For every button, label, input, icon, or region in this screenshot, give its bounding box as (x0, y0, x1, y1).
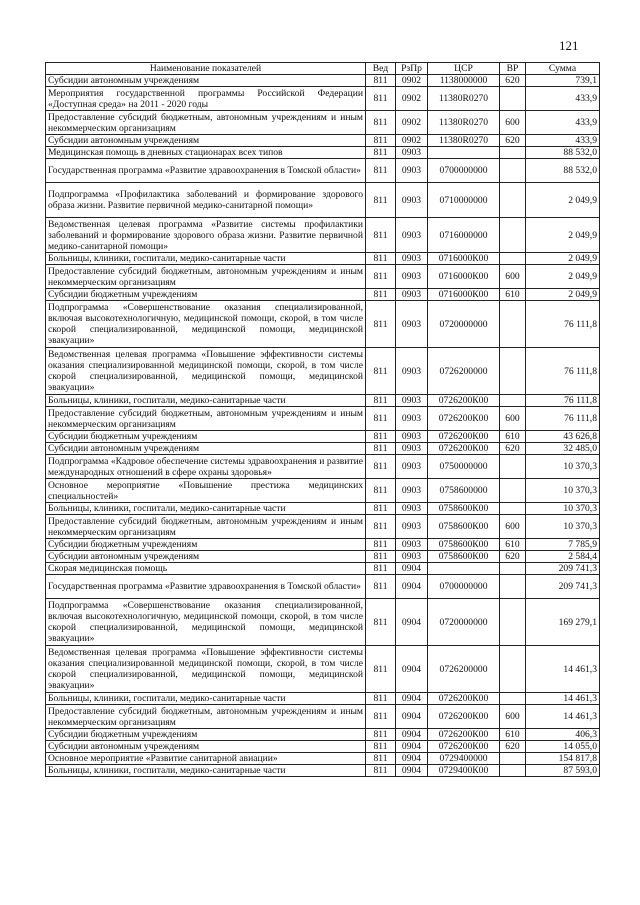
row-vr: 600 (500, 515, 526, 539)
table-row (46, 301, 600, 348)
row-sum: 209 741,3 (526, 563, 600, 575)
table-row (46, 348, 600, 395)
header-vr: ВР (500, 63, 526, 75)
row-csr: 0758600К00 (428, 551, 500, 563)
row-ved: 811 (366, 183, 396, 218)
row-csr: 0716000К00 (428, 265, 500, 289)
row-sum: 7 785,9 (526, 539, 600, 551)
row-rzpr: 0903 (396, 289, 428, 301)
table-row (46, 515, 600, 539)
row-name: Подпрограмма «Кадровое обеспечение системы здравоохранения и развитие международных отношений в сфере охраны здоровья» (46, 455, 366, 479)
header-rzpr: РзПр (396, 63, 428, 75)
row-vr (500, 183, 526, 218)
row-sum: 433,9 (526, 87, 600, 111)
table-row (46, 599, 600, 646)
row-ved: 811 (366, 135, 396, 147)
row-vr (500, 218, 526, 253)
row-vr (500, 479, 526, 503)
row-vr: 620 (500, 551, 526, 563)
row-ved: 811 (366, 147, 396, 159)
row-rzpr: 0904 (396, 765, 428, 777)
row-sum: 14 461,3 (526, 646, 600, 693)
row-vr: 610 (500, 539, 526, 551)
row-name: Субсидии автономным учреждениям (46, 75, 366, 87)
table-row (46, 75, 600, 87)
row-name: Предоставление субсидий бюджетным, автономным учреждениям и иным некоммерческим организациям (46, 705, 366, 729)
row-rzpr: 0904 (396, 705, 428, 729)
row-name: Предоставление субсидий бюджетным, автономным учреждениям и иным некоммерческим организациям (46, 515, 366, 539)
row-sum: 2 049,9 (526, 265, 600, 289)
header-csr: ЦСР (428, 63, 500, 75)
row-rzpr: 0902 (396, 111, 428, 135)
row-name: Больницы, клиники, госпитали, медико-санитарные части (46, 395, 366, 407)
row-ved: 811 (366, 515, 396, 539)
table-row (46, 253, 600, 265)
row-sum: 10 370,3 (526, 455, 600, 479)
table-row (46, 159, 600, 183)
row-ved: 811 (366, 551, 396, 563)
table-row (46, 218, 600, 253)
row-rzpr: 0902 (396, 75, 428, 87)
row-sum: 76 111,8 (526, 348, 600, 395)
row-sum: 32 485,0 (526, 443, 600, 455)
row-csr (428, 563, 500, 575)
row-name: Государственная программа «Развитие здравоохранения в Томской области» (46, 575, 366, 599)
row-ved: 811 (366, 159, 396, 183)
row-ved: 811 (366, 646, 396, 693)
table-row (46, 479, 600, 503)
row-rzpr: 0903 (396, 253, 428, 265)
row-csr: 0726200000 (428, 348, 500, 395)
row-csr: 0720000000 (428, 301, 500, 348)
table-row (46, 646, 600, 693)
row-vr (500, 575, 526, 599)
row-csr: 0758600К00 (428, 515, 500, 539)
row-csr (428, 147, 500, 159)
row-ved: 811 (366, 455, 396, 479)
row-sum: 154 817,8 (526, 753, 600, 765)
row-name: Ведомственная целевая программа «Повышение эффективности системы оказания специализированной медицинской помощи, скорой, в том числе скорой специализированной, медицинской помощи, медицинской эвакуации» (46, 348, 366, 395)
row-csr: 0726200К00 (428, 395, 500, 407)
page-number: 121 (559, 38, 579, 53)
row-sum: 14 055,0 (526, 741, 600, 753)
row-vr (500, 87, 526, 111)
table-row (46, 455, 600, 479)
row-name: Больницы, клиники, госпитали, медико-санитарные части (46, 253, 366, 265)
row-sum: 2 049,9 (526, 253, 600, 265)
row-ved: 811 (366, 599, 396, 646)
row-vr: 610 (500, 431, 526, 443)
row-rzpr: 0902 (396, 135, 428, 147)
row-csr: 0726200К00 (428, 443, 500, 455)
row-sum: 10 370,3 (526, 479, 600, 503)
row-rzpr: 0904 (396, 599, 428, 646)
row-rzpr: 0904 (396, 729, 428, 741)
row-vr: 600 (500, 265, 526, 289)
row-sum: 2 049,9 (526, 183, 600, 218)
row-ved: 811 (366, 87, 396, 111)
row-vr: 620 (500, 741, 526, 753)
row-vr: 600 (500, 705, 526, 729)
budget-table (45, 62, 600, 777)
header-sum: Сумма (526, 63, 600, 75)
row-rzpr: 0903 (396, 265, 428, 289)
table-row (46, 111, 600, 135)
row-ved: 811 (366, 431, 396, 443)
row-rzpr: 0903 (396, 147, 428, 159)
table-row (46, 265, 600, 289)
row-name: Больницы, клиники, госпитали, медико-санитарные части (46, 765, 366, 777)
row-sum: 739,1 (526, 75, 600, 87)
table-row (46, 575, 600, 599)
table-row (46, 503, 600, 515)
row-name: Субсидии бюджетным учреждениям (46, 539, 366, 551)
header-name: Наименование показателей (46, 63, 366, 75)
row-rzpr: 0904 (396, 646, 428, 693)
row-name: Субсидии автономным учреждениям (46, 741, 366, 753)
row-rzpr: 0903 (396, 515, 428, 539)
row-ved: 811 (366, 407, 396, 431)
row-name: Подпрограмма «Совершенствование оказания специализированной, включая высокотехнологичную, медицинской помощи, скорой, в том числе скорой специализированной, медицинской помощи, медицинской эвакуации» (46, 301, 366, 348)
row-ved: 811 (366, 253, 396, 265)
row-rzpr: 0903 (396, 539, 428, 551)
row-vr (500, 301, 526, 348)
table-row (46, 87, 600, 111)
row-csr: 0700000000 (428, 575, 500, 599)
row-name: Подпрограмма «Совершенствование оказания специализированной, включая высокотехнологичную, медицинской помощи, скорой, в том числе скорой специализированной, медицинской помощи, медицинской эвакуации» (46, 599, 366, 646)
row-ved: 811 (366, 741, 396, 753)
row-sum: 169 279,1 (526, 599, 600, 646)
table-row (46, 729, 600, 741)
row-vr (500, 395, 526, 407)
row-name: Больницы, клиники, госпитали, медико-санитарные части (46, 693, 366, 705)
row-rzpr: 0903 (396, 395, 428, 407)
row-vr: 600 (500, 407, 526, 431)
table-row (46, 563, 600, 575)
row-rzpr: 0903 (396, 183, 428, 218)
row-sum: 14 461,3 (526, 693, 600, 705)
header-ved: Вед (366, 63, 396, 75)
row-rzpr: 0903 (396, 503, 428, 515)
row-sum: 88 532,0 (526, 159, 600, 183)
row-csr: 0726200К00 (428, 729, 500, 741)
row-vr (500, 563, 526, 575)
row-csr: 0710000000 (428, 183, 500, 218)
row-rzpr: 0904 (396, 741, 428, 753)
row-rzpr: 0903 (396, 301, 428, 348)
row-ved: 811 (366, 75, 396, 87)
row-csr: 0716000К00 (428, 289, 500, 301)
row-rzpr: 0903 (396, 159, 428, 183)
row-csr: 0726200К00 (428, 705, 500, 729)
row-sum: 87 593,0 (526, 765, 600, 777)
row-csr: 0716000К00 (428, 253, 500, 265)
row-sum: 433,9 (526, 111, 600, 135)
row-csr: 0726200К00 (428, 693, 500, 705)
row-vr: 620 (500, 135, 526, 147)
row-rzpr: 0902 (396, 87, 428, 111)
row-vr (500, 599, 526, 646)
row-vr: 610 (500, 289, 526, 301)
row-name: Ведомственная целевая программа «Повышение эффективности системы оказания специализированной медицинской помощи, скорой, в том числе скорой специализированной, медицинской помощи, медицинской эвакуации» (46, 646, 366, 693)
row-name: Больницы, клиники, госпитали, медико-санитарные части (46, 503, 366, 515)
row-sum: 14 461,3 (526, 705, 600, 729)
row-ved: 811 (366, 348, 396, 395)
row-rzpr: 0903 (396, 443, 428, 455)
row-name: Предоставление субсидий бюджетным, автономным учреждениям и иным некоммерческим организациям (46, 265, 366, 289)
row-name: Субсидии автономным учреждениям (46, 551, 366, 563)
row-vr (500, 765, 526, 777)
row-rzpr: 0904 (396, 575, 428, 599)
row-rzpr: 0903 (396, 348, 428, 395)
row-csr: 11380R0270 (428, 87, 500, 111)
row-csr: 11380R0270 (428, 135, 500, 147)
row-csr: 0720000000 (428, 599, 500, 646)
row-rzpr: 0903 (396, 455, 428, 479)
row-rzpr: 0903 (396, 407, 428, 431)
row-csr: 0750000000 (428, 455, 500, 479)
row-vr (500, 753, 526, 765)
row-csr: 0729400К00 (428, 765, 500, 777)
row-ved: 811 (366, 693, 396, 705)
row-sum: 2 584,4 (526, 551, 600, 563)
row-sum: 2 049,9 (526, 218, 600, 253)
row-rzpr: 0903 (396, 551, 428, 563)
row-ved: 811 (366, 575, 396, 599)
table-row (46, 539, 600, 551)
row-vr: 610 (500, 729, 526, 741)
row-vr (500, 159, 526, 183)
row-name: Мероприятия государственной программы Российской Федерации «Доступная среда» на 2011 - 2020 годы (46, 87, 366, 111)
row-ved: 811 (366, 289, 396, 301)
table-row (46, 693, 600, 705)
row-sum: 76 111,8 (526, 301, 600, 348)
row-name: Основное мероприятие «Повышение престижа медицинских специальностей» (46, 479, 366, 503)
table-row (46, 431, 600, 443)
row-name: Ведомственная целевая программа «Развитие системы профилактики заболеваний и формирование здорового образа жизни. Развитие первичной медико-санитарной помощи» (46, 218, 366, 253)
row-name: Государственная программа «Развитие здравоохранения в Томской области» (46, 159, 366, 183)
row-rzpr: 0903 (396, 431, 428, 443)
row-ved: 811 (366, 539, 396, 551)
row-vr: 620 (500, 75, 526, 87)
row-sum: 2 049,9 (526, 289, 600, 301)
row-csr: 0726200000 (428, 646, 500, 693)
table-row (46, 741, 600, 753)
row-csr: 0726200К00 (428, 407, 500, 431)
table-header-row (46, 63, 600, 75)
table-row (46, 395, 600, 407)
row-name: Субсидии автономным учреждениям (46, 443, 366, 455)
table-row (46, 443, 600, 455)
row-sum: 10 370,3 (526, 515, 600, 539)
row-vr: 620 (500, 443, 526, 455)
row-csr: 0700000000 (428, 159, 500, 183)
row-csr: 0716000000 (428, 218, 500, 253)
row-rzpr: 0904 (396, 753, 428, 765)
row-name: Субсидии автономным учреждениям (46, 135, 366, 147)
row-vr (500, 253, 526, 265)
row-vr (500, 147, 526, 159)
row-sum: 406,3 (526, 729, 600, 741)
row-ved: 811 (366, 729, 396, 741)
row-rzpr: 0904 (396, 693, 428, 705)
row-ved: 811 (366, 503, 396, 515)
row-name: Субсидии бюджетным учреждениям (46, 431, 366, 443)
row-name: Основное мероприятие «Развитие санитарной авиации» (46, 753, 366, 765)
row-vr (500, 348, 526, 395)
row-ved: 811 (366, 479, 396, 503)
row-ved: 811 (366, 111, 396, 135)
row-name: Субсидии бюджетным учреждениям (46, 289, 366, 301)
row-ved: 811 (366, 753, 396, 765)
table-row (46, 135, 600, 147)
table-row (46, 289, 600, 301)
row-name: Предоставление субсидий бюджетным, автономным учреждениям и иным некоммерческим организациям (46, 407, 366, 431)
row-sum: 10 370,3 (526, 503, 600, 515)
row-sum: 76 111,8 (526, 395, 600, 407)
row-rzpr: 0904 (396, 563, 428, 575)
row-ved: 811 (366, 218, 396, 253)
row-vr (500, 455, 526, 479)
table-row (46, 705, 600, 729)
row-csr: 0758600К00 (428, 539, 500, 551)
row-csr: 0758600К00 (428, 503, 500, 515)
row-sum: 43 626,8 (526, 431, 600, 443)
row-csr: 11380R0270 (428, 111, 500, 135)
row-sum: 433,9 (526, 135, 600, 147)
row-ved: 811 (366, 395, 396, 407)
row-csr: 0726200К00 (428, 431, 500, 443)
row-ved: 811 (366, 301, 396, 348)
row-ved: 811 (366, 765, 396, 777)
row-rzpr: 0903 (396, 479, 428, 503)
table-row (46, 551, 600, 563)
row-ved: 811 (366, 563, 396, 575)
row-sum: 209 741,3 (526, 575, 600, 599)
row-sum: 76 111,8 (526, 407, 600, 431)
table-row (46, 407, 600, 431)
table-row (46, 753, 600, 765)
row-vr (500, 503, 526, 515)
row-vr (500, 693, 526, 705)
row-name: Медицинская помощь в дневных стационарах всех типов (46, 147, 366, 159)
row-csr: 0729400000 (428, 753, 500, 765)
row-ved: 811 (366, 705, 396, 729)
table-row (46, 765, 600, 777)
row-rzpr: 0903 (396, 218, 428, 253)
row-vr: 600 (500, 111, 526, 135)
row-name: Скорая медицинская помощь (46, 563, 366, 575)
table-row (46, 147, 600, 159)
row-ved: 811 (366, 443, 396, 455)
row-ved: 811 (366, 265, 396, 289)
row-csr: 0726200К00 (428, 741, 500, 753)
row-name: Субсидии бюджетным учреждениям (46, 729, 366, 741)
row-name: Предоставление субсидий бюджетным, автономным учреждениям и иным некоммерческим организациям (46, 111, 366, 135)
row-csr: 1138000000 (428, 75, 500, 87)
table-row (46, 183, 600, 218)
row-vr (500, 646, 526, 693)
row-csr: 0758600000 (428, 479, 500, 503)
row-sum: 88 532,0 (526, 147, 600, 159)
row-name: Подпрограмма «Профилактика заболеваний и формирование здорового образа жизни. Развитие первичной медико-санитарной помощи» (46, 183, 366, 218)
